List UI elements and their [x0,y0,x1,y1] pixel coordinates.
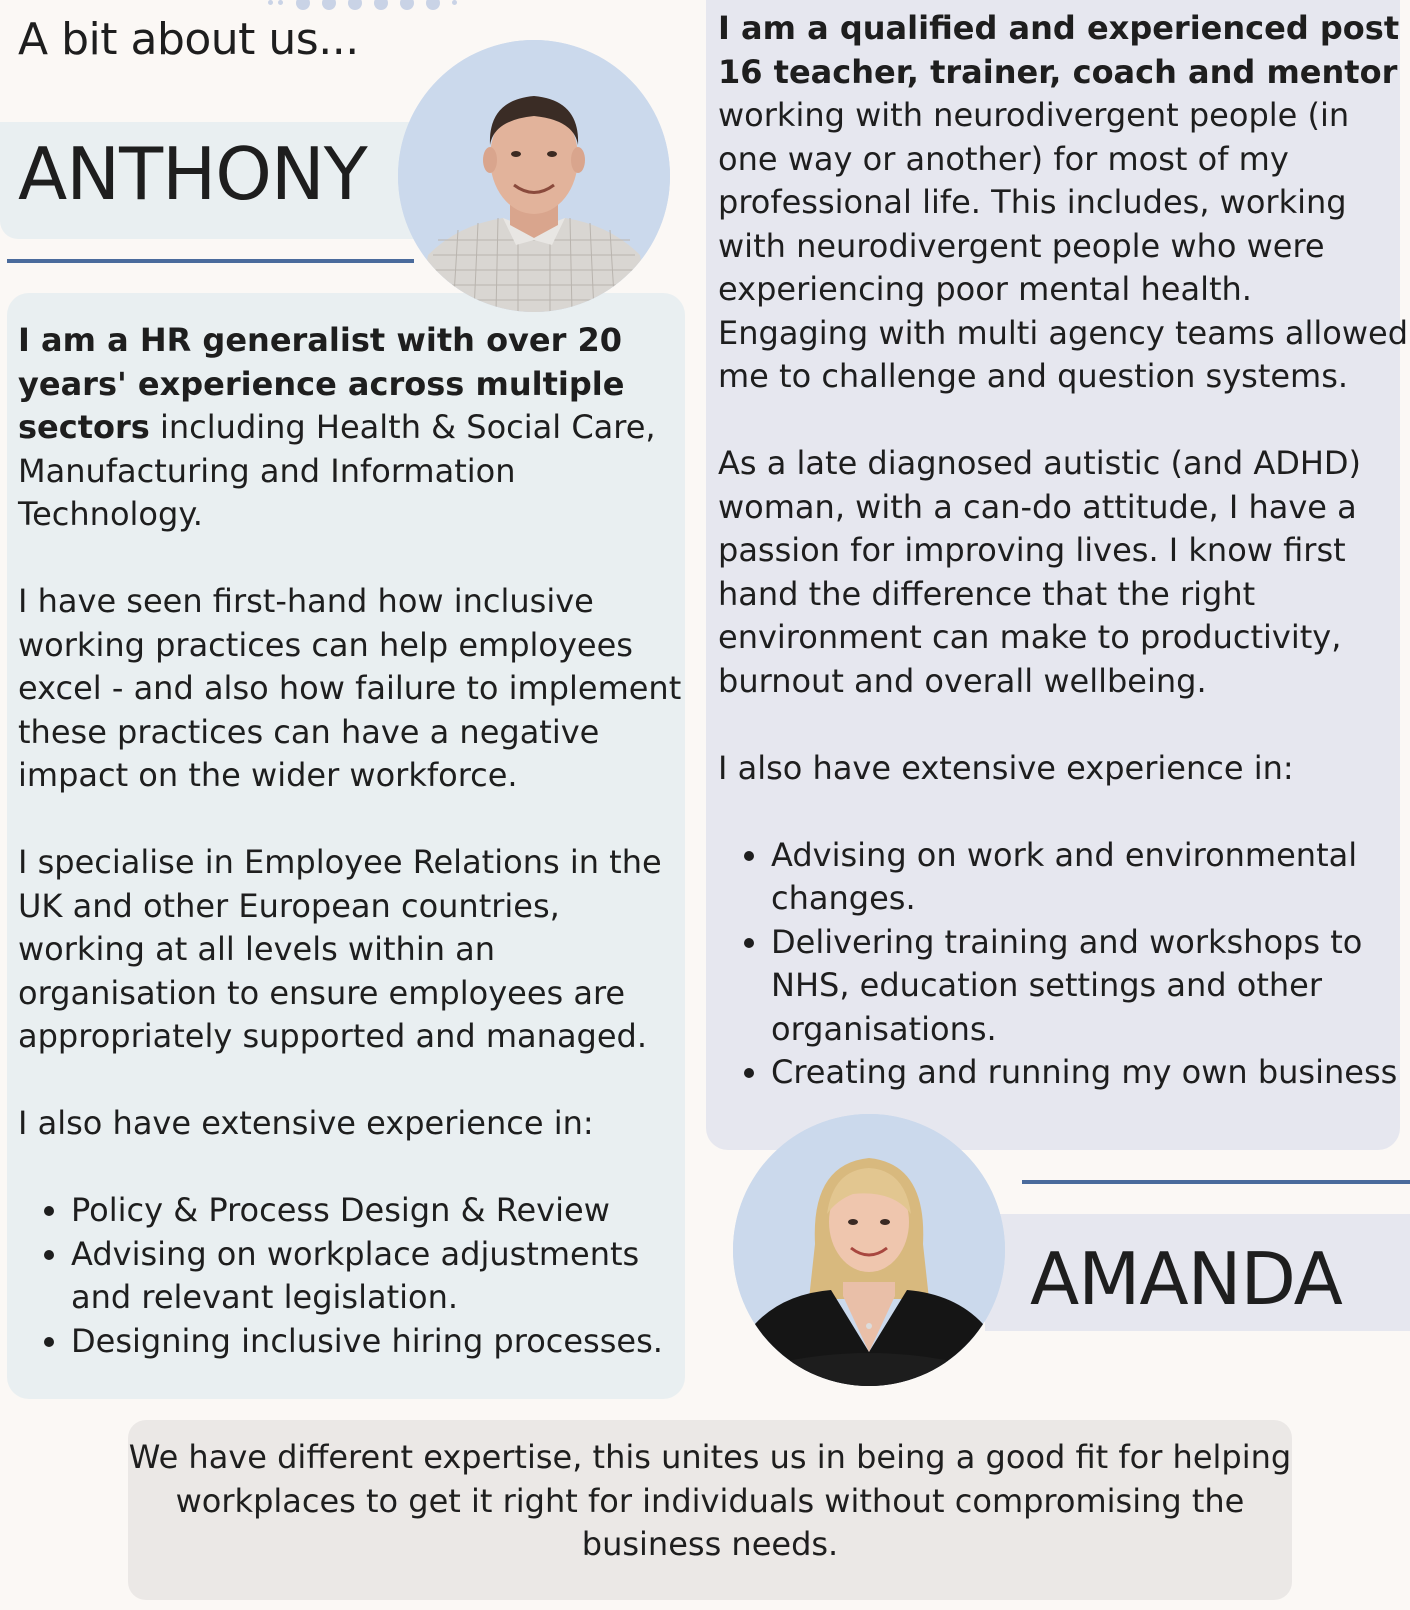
list-item: • Advising on work and environmental changes. [771,834,1408,921]
anthony-bio [18,319,688,1363]
amanda-intro [718,7,1408,399]
amanda-lead: I am a qualified and experienced post 16 teacher, trainer, coach and mentor [718,9,1400,91]
anthony-avatar [398,40,670,312]
amanda-name: AMANDA [1030,1237,1342,1321]
page-title: A bit about us... [18,14,359,65]
anthony-lead: I am a HR generalist with over 20 years' experience across multiple sectors [18,321,625,446]
amanda-bio [718,7,1408,1095]
anthony-para-2: I have seen first-hand how inclusive working practices can help employees excel - and also how failure to implement these practices can have a negative impact on the wider workforce. [18,582,682,794]
decorative-dots [268,0,478,12]
list-item: • Policy & Process Design & Review [71,1189,688,1233]
anthony-divider [7,259,414,263]
amanda-para-3: I also have extensive experience in: [718,748,1294,787]
anthony-intro [18,319,688,537]
anthony-experience-list [18,1189,688,1363]
anthony-para-4: I also have extensive experience in: [18,1104,594,1142]
amanda-para-2: As a late diagnosed autistic (and ADHD) woman, with a can-do attitude, I have a passion for improving lives. I know first hand the difference that the right environment can make to productivity, burnout and overall wellbeing. [718,444,1362,700]
list-item: • Creating and running my own business [771,1051,1408,1095]
amanda-avatar [733,1114,1005,1386]
amanda-lead-rest: working with neurodivergent people (in one way or another) for most of my professional life. This includes, working with neurodivergent people who were experiencing poor mental health. Engaging with multi agency teams allowed me to challenge and question systems. [718,96,1408,395]
list-item: • Delivering training and workshops to NHS, education settings and other organisations. [771,921,1408,1052]
summary-text: We have different expertise, this unites us in being a good fit for helping workplaces to get it right for individuals without compromising the business needs. [128,1438,1292,1563]
list-item: • Designing inclusive hiring processes. [71,1320,688,1364]
amanda-experience-list [718,834,1408,1095]
list-item: • Advising on workplace adjustments and relevant legislation. [71,1233,688,1320]
amanda-divider [1022,1180,1410,1184]
anthony-name: ANTHONY [18,132,367,216]
anthony-lead-rest: including Health & Social Care, Manufacturing and Information Technology. [18,408,656,533]
anthony-para-3: I specialise in Employee Relations in the UK and other European countries, working at all levels within an organisation to ensure employees are appropriately supported and managed. [18,843,662,1055]
